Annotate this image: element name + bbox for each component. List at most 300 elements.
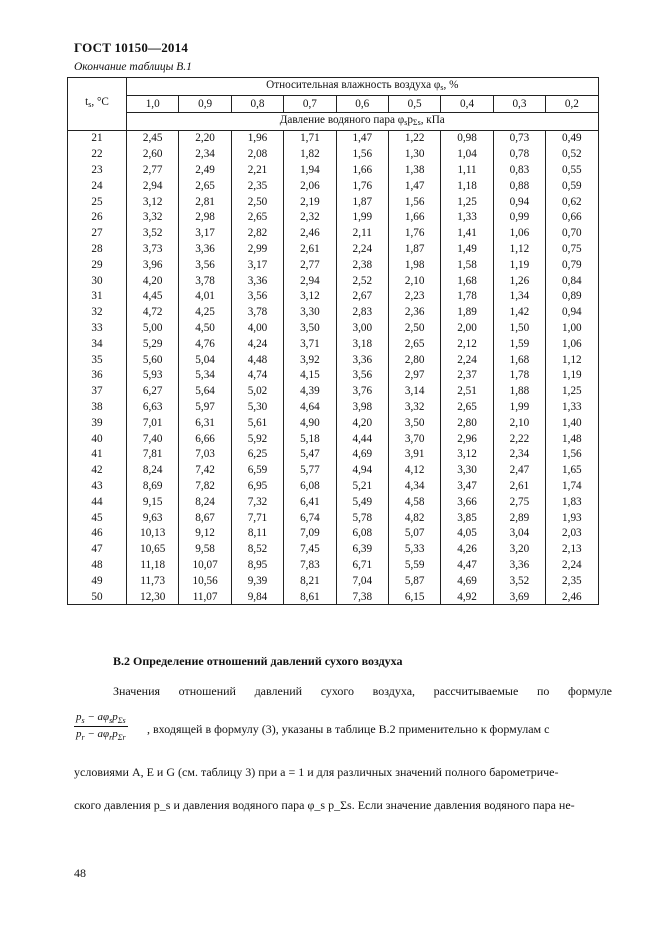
pressure-cell: 6,08 [284,478,336,494]
pressure-cell: 0,84 [546,273,598,289]
pressure-cell: 1,33 [546,399,598,415]
pressure-cell: 8,11 [231,525,283,541]
pressure-cell: 1,59 [493,336,545,352]
pressure-cell: 1,49 [441,241,493,257]
temperature-cell: 32 [68,304,127,320]
pressure-cell: 3,76 [336,383,388,399]
pressure-cell: 8,67 [179,510,231,526]
pressure-cell: 0,88 [493,178,545,194]
humidity-value: 0,8 [231,96,283,113]
pressure-cell: 4,64 [284,399,336,415]
pressure-cell: 2,36 [388,304,440,320]
humidity-pressure-table [67,77,599,605]
pressure-cell: 1,83 [546,494,598,510]
pressure-cell: 1,12 [546,352,598,368]
pressure-cell: 1,99 [336,209,388,225]
pressure-cell: 1,12 [493,241,545,257]
pressure-cell: 2,03 [546,525,598,541]
pressure-cell: 1,66 [336,162,388,178]
pressure-cell: 5,61 [231,415,283,431]
temperature-cell: 46 [68,525,127,541]
pressure-cell: 2,45 [127,130,179,146]
pressure-cell: 4,44 [336,431,388,447]
pressure-cell: 3,71 [284,336,336,352]
temperature-cell: 23 [68,162,127,178]
pressure-cell: 2,77 [127,162,179,178]
pressure-cell: 6,71 [336,557,388,573]
pressure-cell: 4,47 [441,557,493,573]
pressure-cell: 4,12 [388,462,440,478]
pressure-cell: 2,10 [493,415,545,431]
temperature-cell: 33 [68,320,127,336]
pressure-cell: 5,92 [231,431,283,447]
temperature-cell: 27 [68,225,127,241]
pressure-cell: 3,36 [493,557,545,573]
pressure-cell: 3,32 [388,399,440,415]
pressure-cell: 1,71 [284,130,336,146]
pressure-cell: 6,25 [231,446,283,462]
pressure-cell: 0,78 [493,146,545,162]
pressure-cell: 5,33 [388,541,440,557]
pressure-cell: 5,29 [127,336,179,352]
pressure-cell: 8,24 [127,462,179,478]
humidity-value: 0,7 [284,96,336,113]
pressure-cell: 0,83 [493,162,545,178]
pressure-cell: 6,66 [179,431,231,447]
pressure-cell: 4,76 [179,336,231,352]
pressure-cell: 3,30 [441,462,493,478]
paragraph-intro [113,684,612,699]
pressure-cell: 2,60 [127,146,179,162]
pressure-cell: 2,96 [441,431,493,447]
pressure-cell: 5,97 [179,399,231,415]
temperature-cell: 25 [68,194,127,210]
pressure-cell: 1,58 [441,257,493,273]
pressure-cell: 3,70 [388,431,440,447]
humidity-values-row [68,96,599,113]
table-row [68,336,599,352]
pressure-cell: 3,04 [493,525,545,541]
pressure-cell: 2,11 [336,225,388,241]
humidity-value: 0,6 [336,96,388,113]
pressure-cell: 5,87 [388,573,440,589]
pressure-cell: 1,06 [493,225,545,241]
pressure-cell: 3,20 [493,541,545,557]
pressure-cell: 2,65 [388,336,440,352]
pressure-cell: 7,03 [179,446,231,462]
pressure-cell: 1,25 [441,194,493,210]
pressure-cell: 7,40 [127,431,179,447]
pressure-ratio-formula [74,711,128,742]
pressure-cell: 3,14 [388,383,440,399]
pressure-cell: 2,35 [546,573,598,589]
pressure-cell: 4,24 [231,336,283,352]
pressure-cell: 2,34 [493,446,545,462]
pressure-cell: 7,83 [284,557,336,573]
pressure-cell: 2,32 [284,209,336,225]
pressure-cell: 3,52 [493,573,545,589]
pressure-cell: 2,52 [336,273,388,289]
pressure-cell: 2,46 [546,589,598,605]
pressure-cell: 4,72 [127,304,179,320]
pressure-cell: 4,69 [336,446,388,462]
humidity-value: 0,3 [493,96,545,113]
intro-word: по [536,684,550,698]
pressure-cell: 3,56 [231,288,283,304]
humidity-value: 1,0 [127,96,179,113]
pressure-cell: 4,20 [336,415,388,431]
pressure-cell: 5,18 [284,431,336,447]
pressure-cell: 11,73 [127,573,179,589]
pressure-cell: 1,89 [441,304,493,320]
table-row [68,557,599,573]
pressure-cell: 2,77 [284,257,336,273]
temperature-cell: 40 [68,431,127,447]
pressure-cell: 1,47 [388,178,440,194]
table-caption: Окончание таблицы В.1 [74,61,192,73]
pressure-cell: 4,26 [441,541,493,557]
pressure-cell: 1,00 [546,320,598,336]
intro-word: давлений [254,684,303,698]
table-row [68,510,599,526]
temperature-cell: 38 [68,399,127,415]
temperature-cell: 24 [68,178,127,194]
pressure-cell: 2,50 [231,194,283,210]
pressure-cell: 3,50 [388,415,440,431]
temperature-cell: 50 [68,589,127,605]
temperature-cell: 35 [68,352,127,368]
document-header: ГОСТ 10150—2014 [74,40,189,55]
intro-word: формуле [567,684,612,698]
pressure-cell: 4,82 [388,510,440,526]
pressure-cell: 2,10 [388,273,440,289]
pressure-cell: 1,40 [546,415,598,431]
humidity-value: 0,5 [388,96,440,113]
pressure-cell: 1,68 [493,352,545,368]
pressure-cell: 2,24 [441,352,493,368]
pressure-cell: 10,56 [179,573,231,589]
table-row [68,367,599,383]
pressure-cell: 2,06 [284,178,336,194]
pressure-cell: 2,80 [441,415,493,431]
table-row [68,431,599,447]
pressure-cell: 0,66 [546,209,598,225]
pressure-cell: 3,32 [127,209,179,225]
pressure-cell: 2,94 [284,273,336,289]
temperature-cell: 47 [68,541,127,557]
pressure-cell: 1,87 [336,194,388,210]
pressure-cell: 0,73 [493,130,545,146]
pressure-cell: 1,66 [388,209,440,225]
pressure-cell: 3,92 [284,352,336,368]
temperature-cell: 34 [68,336,127,352]
pressure-cell: 11,18 [127,557,179,573]
pressure-cell: 1,26 [493,273,545,289]
table-row [68,130,599,146]
pressure-cell: 6,41 [284,494,336,510]
pressure-header: Давление водяного пара $\varphi_sp_{\Sigma s}$, кПа [127,112,599,130]
temperature-cell: 28 [68,241,127,257]
pressure-cell: 10,07 [179,557,231,573]
table-row [68,162,599,178]
pressure-cell: 1,65 [546,462,598,478]
intro-word: Значения [113,684,161,698]
intro-word: отношений [178,684,236,698]
temperature-cell: 41 [68,446,127,462]
pressure-cell: 5,47 [284,446,336,462]
pressure-cell: 6,31 [179,415,231,431]
pressure-cell: 5,93 [127,367,179,383]
pressure-cell: 3,52 [127,225,179,241]
pressure-cell: 3,56 [336,367,388,383]
temperature-cell: 36 [68,367,127,383]
pressure-cell: 2,81 [179,194,231,210]
pressure-cell: 7,42 [179,462,231,478]
pressure-cell: 2,35 [231,178,283,194]
pressure-cell: 1,38 [388,162,440,178]
table-row [68,494,599,510]
pressure-cell: 2,65 [179,178,231,194]
pressure-cell: 2,34 [179,146,231,162]
formula-numerator: $p_s - a\varphi_sp_{\Sigma s}$ [76,711,126,726]
table-row [68,541,599,557]
pressure-cell: 1,56 [546,446,598,462]
pressure-cell: 5,00 [127,320,179,336]
pressure-cell: 3,17 [179,225,231,241]
pressure-cell: 0,75 [546,241,598,257]
temperature-cell: 22 [68,146,127,162]
pressure-cell: 1,74 [546,478,598,494]
temperature-cell: 45 [68,510,127,526]
pressure-cell: 12,30 [127,589,179,605]
pressure-cell: 5,78 [336,510,388,526]
pressure-cell: 1,82 [284,146,336,162]
pressure-cell: 7,71 [231,510,283,526]
pressure-cell: 6,74 [284,510,336,526]
pressure-cell: 1,18 [441,178,493,194]
pressure-cell: 1,99 [493,399,545,415]
pressure-cell: 0,89 [546,288,598,304]
pressure-cell: 3,50 [284,320,336,336]
pressure-cell: 7,01 [127,415,179,431]
pressure-cell: 2,12 [441,336,493,352]
pressure-cell: 1,42 [493,304,545,320]
pressure-cell: 4,74 [231,367,283,383]
pressure-cell: 4,25 [179,304,231,320]
pressure-cell: 3,30 [284,304,336,320]
paragraph-formula-continuation: , входящей в формулу (3), указаны в таблице В.2 применительно к формулам с [147,722,550,736]
table-row [68,525,599,541]
pressure-cell: 8,21 [284,573,336,589]
pressure-cell: 2,97 [388,367,440,383]
pressure-cell: 1,48 [546,431,598,447]
pressure-cell: 2,65 [441,399,493,415]
pressure-cell: 5,49 [336,494,388,510]
pressure-cell: 1,34 [493,288,545,304]
table-row [68,462,599,478]
pressure-cell: 7,82 [179,478,231,494]
pressure-cell: 3,47 [441,478,493,494]
temperature-cell: 44 [68,494,127,510]
pressure-cell: 6,59 [231,462,283,478]
pressure-cell: 4,39 [284,383,336,399]
pressure-cell: 0,79 [546,257,598,273]
temperature-cell: 48 [68,557,127,573]
pressure-cell: 4,90 [284,415,336,431]
pressure-cell: 2,61 [284,241,336,257]
pressure-cell: 2,23 [388,288,440,304]
pressure-cell: 8,61 [284,589,336,605]
pressure-cell: 3,73 [127,241,179,257]
pressure-cell: 2,83 [336,304,388,320]
pressure-cell: 2,65 [231,209,283,225]
pressure-cell: 9,15 [127,494,179,510]
pressure-cell: 9,63 [127,510,179,526]
pressure-cell: 3,12 [441,446,493,462]
pressure-cell: 10,65 [127,541,179,557]
pressure-cell: 3,36 [336,352,388,368]
humidity-header: Относительная влажность воздуха $\varphi_s$, % [127,78,599,96]
pressure-cell: 1,56 [336,146,388,162]
humidity-value: 0,2 [546,96,598,113]
pressure-cell: 11,07 [179,589,231,605]
pressure-cell: 3,12 [284,288,336,304]
pressure-cell: 2,19 [284,194,336,210]
table-row [68,194,599,210]
pressure-cell: 0,59 [546,178,598,194]
intro-word: сухого [320,684,355,698]
table-row [68,573,599,589]
pressure-cell: 6,39 [336,541,388,557]
pressure-cell: 1,96 [231,130,283,146]
table-row [68,446,599,462]
pressure-cell: 2,80 [388,352,440,368]
pressure-cell: 1,22 [388,130,440,146]
pressure-cell: 5,02 [231,383,283,399]
table-body [68,130,599,605]
temperature-cell: 26 [68,209,127,225]
pressure-cell: 0,70 [546,225,598,241]
table-row [68,320,599,336]
pressure-cell: 1,94 [284,162,336,178]
table-row [68,304,599,320]
pressure-cell: 1,87 [388,241,440,257]
pressure-cell: 1,41 [441,225,493,241]
pressure-cell: 5,34 [179,367,231,383]
pressure-cell: 7,04 [336,573,388,589]
page-number: 48 [74,866,86,880]
table-row [68,257,599,273]
paragraph-pressure: ского давления p_s и давления водяного пара φ_s p_Σs. Если значение давления водяного пара не- [74,798,575,812]
pressure-cell: 2,82 [231,225,283,241]
pressure-cell: 1,50 [493,320,545,336]
table-row [68,146,599,162]
pressure-cell: 4,01 [179,288,231,304]
pressure-cell: 3,78 [231,304,283,320]
pressure-cell: 6,63 [127,399,179,415]
temperature-cell: 30 [68,273,127,289]
pressure-cell: 9,12 [179,525,231,541]
temperature-cell: 21 [68,130,127,146]
pressure-cell: 2,50 [388,320,440,336]
pressure-cell: 0,94 [493,194,545,210]
pressure-cell: 1,98 [388,257,440,273]
pressure-cell: 7,45 [284,541,336,557]
temperature-cell: 39 [68,415,127,431]
pressure-cell: 3,56 [179,257,231,273]
pressure-cell: 2,38 [336,257,388,273]
pressure-cell: 4,20 [127,273,179,289]
pressure-cell: 1,76 [388,225,440,241]
table-row [68,589,599,605]
pressure-cell: 1,25 [546,383,598,399]
table-row [68,399,599,415]
pressure-cell: 1,33 [441,209,493,225]
temperature-cell: 42 [68,462,127,478]
pressure-cell: 3,36 [231,273,283,289]
pressure-cell: 3,85 [441,510,493,526]
pressure-cell: 1,68 [441,273,493,289]
pressure-cell: 1,04 [441,146,493,162]
pressure-cell: 8,52 [231,541,283,557]
humidity-value: 0,4 [441,96,493,113]
pressure-cell: 5,59 [388,557,440,573]
table-row [68,273,599,289]
pressure-cell: 2,21 [231,162,283,178]
table-row [68,415,599,431]
formula-denominator: $p_r - a\varphi_rp_{\Sigma r}$ [76,728,126,743]
pressure-cell: 8,24 [179,494,231,510]
pressure-cell: 1,78 [441,288,493,304]
pressure-cell: 2,13 [546,541,598,557]
pressure-cell: 2,46 [284,225,336,241]
pressure-cell: 7,32 [231,494,283,510]
pressure-cell: 3,12 [127,194,179,210]
temperature-column-header: $t_s$, °C [68,78,127,131]
temperature-cell: 31 [68,288,127,304]
pressure-cell: 9,58 [179,541,231,557]
pressure-cell: 4,15 [284,367,336,383]
pressure-cell: 8,95 [231,557,283,573]
pressure-cell: 2,47 [493,462,545,478]
pressure-cell: 6,08 [336,525,388,541]
pressure-cell: 3,91 [388,446,440,462]
intro-word: воздуха, [372,684,416,698]
pressure-cell: 0,49 [546,130,598,146]
pressure-cell: 5,07 [388,525,440,541]
pressure-cell: 6,15 [388,589,440,605]
pressure-cell: 2,67 [336,288,388,304]
pressure-cell: 0,98 [441,130,493,146]
pressure-cell: 5,60 [127,352,179,368]
pressure-cell: 1,47 [336,130,388,146]
pressure-cell: 3,98 [336,399,388,415]
table-row [68,178,599,194]
pressure-cell: 2,98 [179,209,231,225]
pressure-cell: 0,52 [546,146,598,162]
pressure-cell: 4,69 [441,573,493,589]
pressure-cell: 3,69 [493,589,545,605]
section-title: В.2 Определение отношений давлений сухого воздуха [113,654,403,668]
pressure-cell: 0,94 [546,304,598,320]
pressure-cell: 2,49 [179,162,231,178]
paragraph-conditions: условиями A, E и G (см. таблицу 3) при a = 1 и для различных значений полного барометриче- [74,765,559,779]
pressure-cell: 4,45 [127,288,179,304]
pressure-cell: 3,36 [179,241,231,257]
pressure-cell: 2,61 [493,478,545,494]
pressure-cell: 7,38 [336,589,388,605]
humidity-value: 0,9 [179,96,231,113]
